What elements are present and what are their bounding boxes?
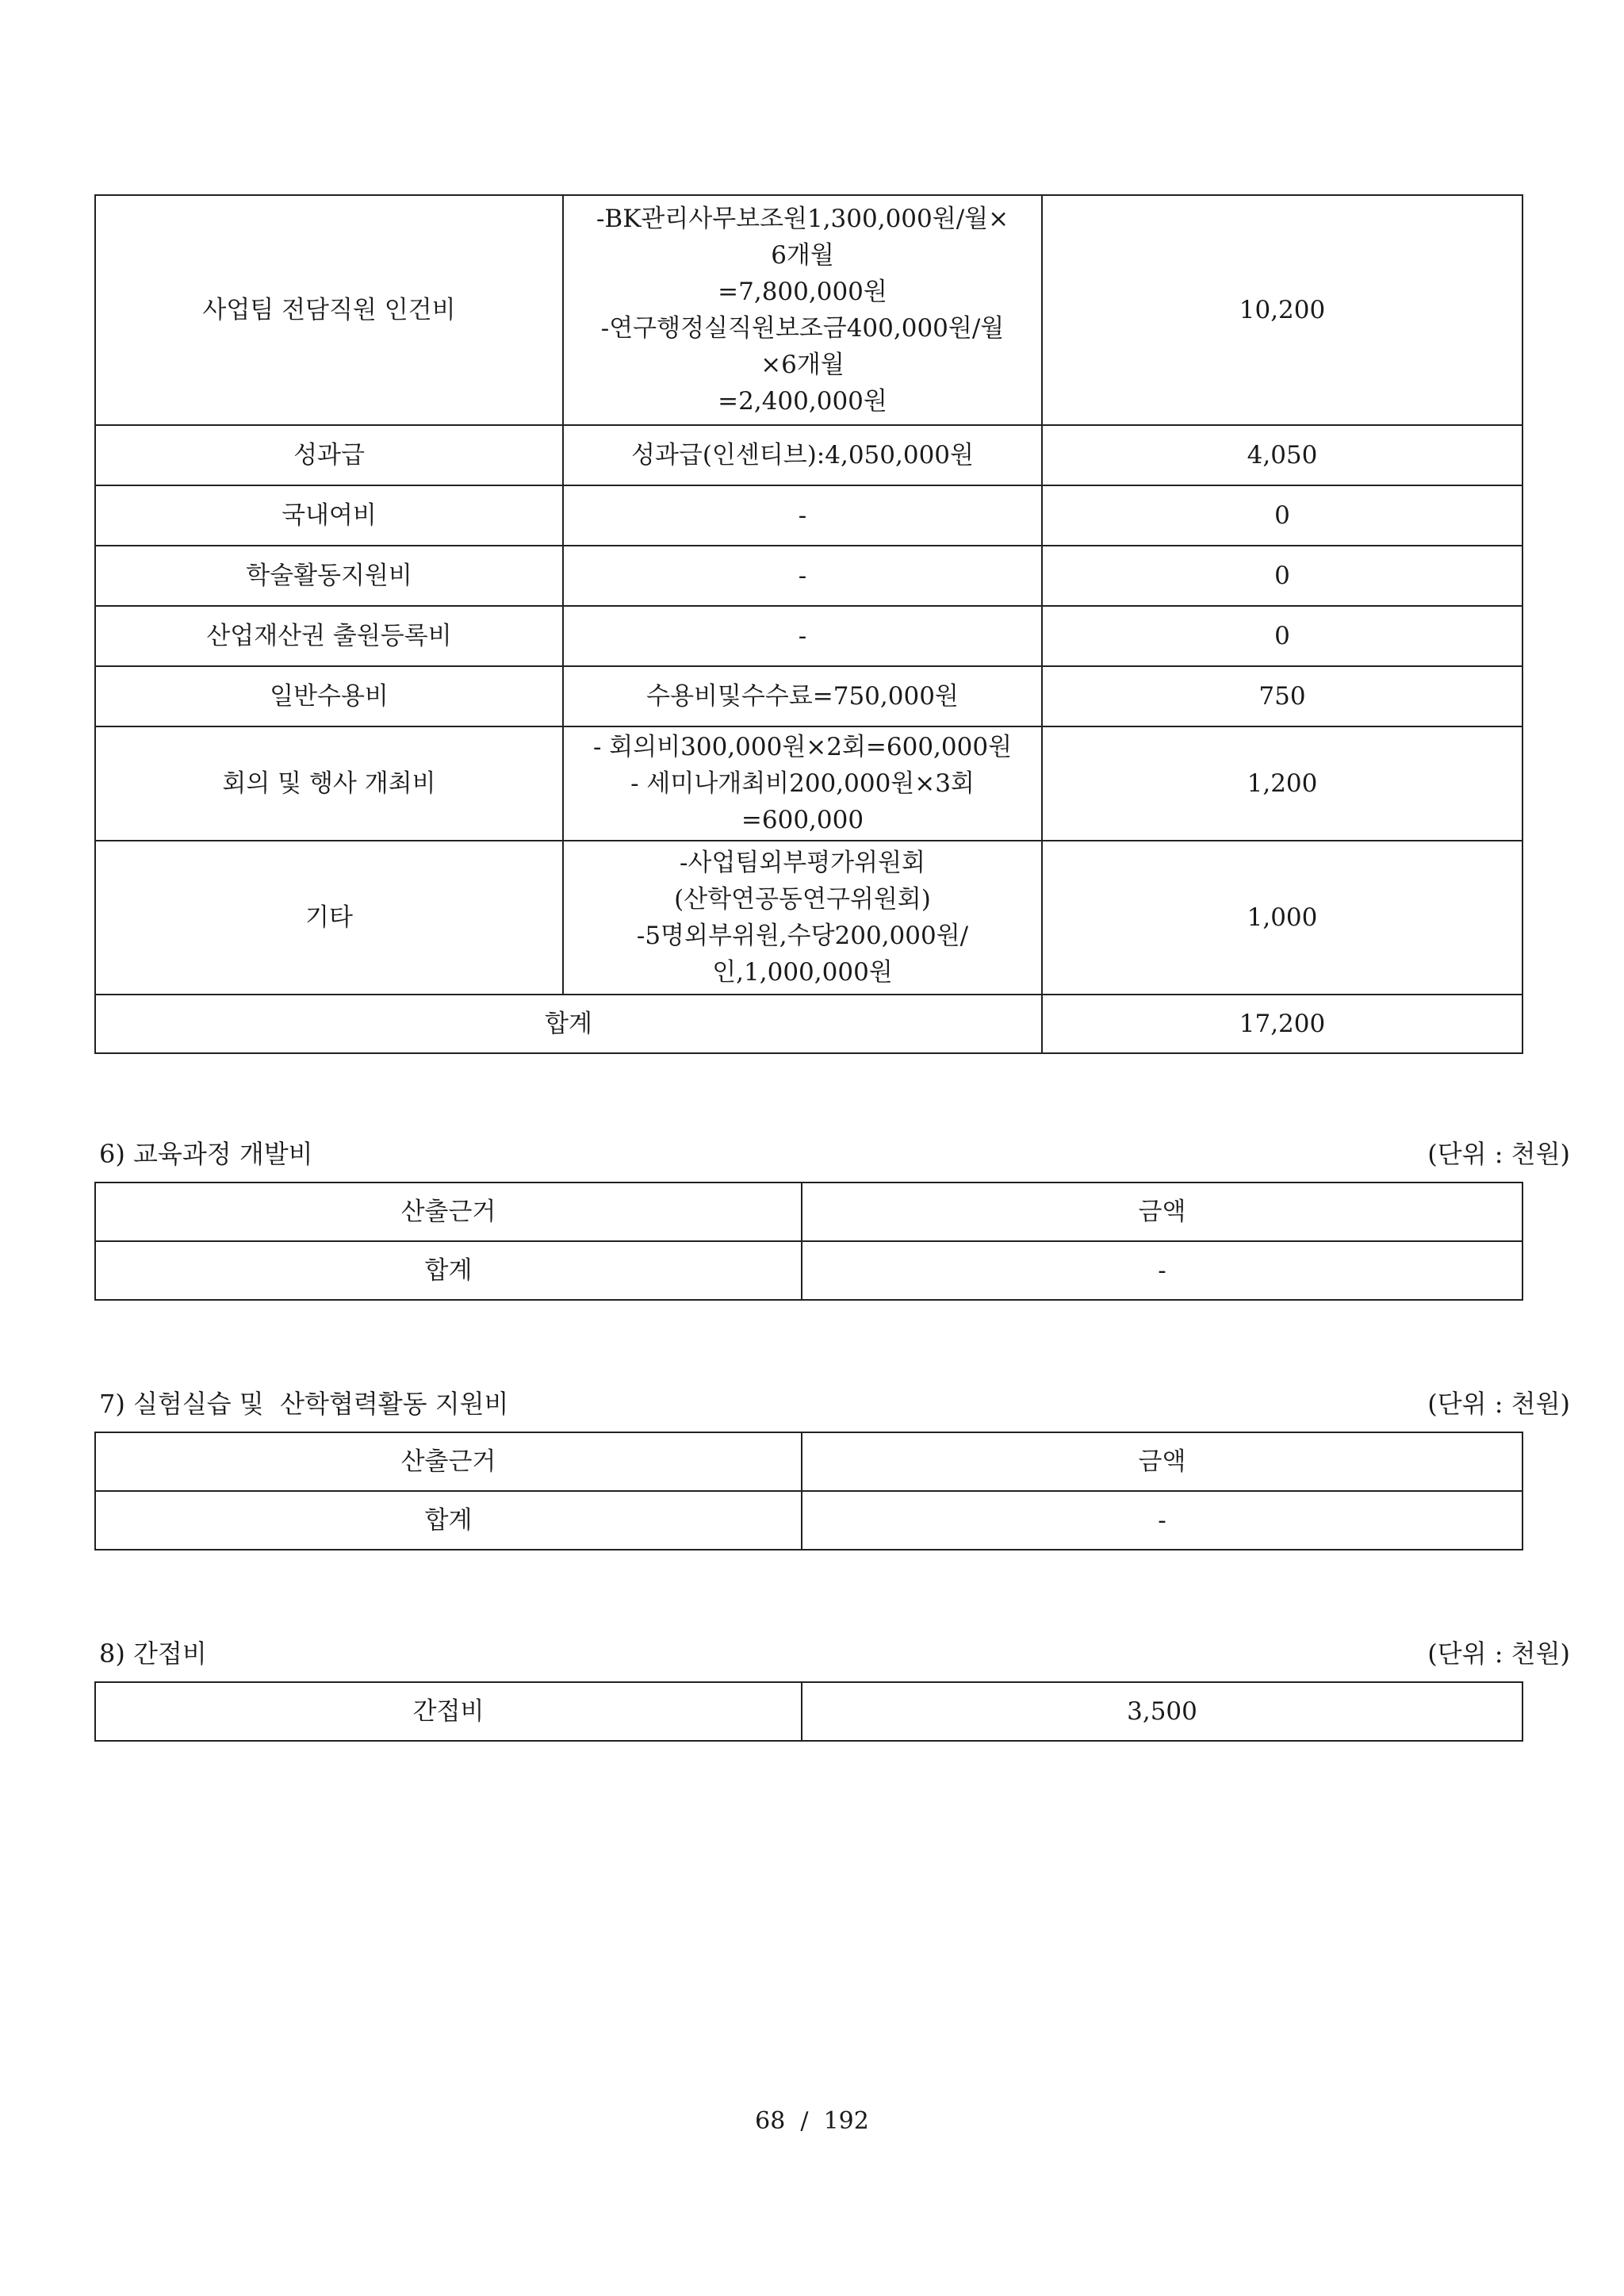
page-number: 68 / 192 [755,2107,869,2135]
amount-cell: 0 [1042,546,1522,606]
total-row [95,995,1522,1053]
amount-cell: 1,200 [1042,726,1522,841]
total-row [95,1491,1522,1550]
item-cell: 일반수용비 [95,666,563,726]
item-cell: 학술활동지원비 [95,546,563,606]
item-cell: 기타 [95,841,563,995]
total-label: 합계 [95,1241,802,1300]
section-7-unit: (단위 : 천원) [1427,1389,1570,1419]
item-cell: 산업재산권 출원등록비 [95,606,563,666]
header-row [95,1432,1522,1491]
column-header-amount: 금액 [802,1182,1522,1241]
basis-cell: - 회의비300,000원×2회=600,000원 - 세미나개최비200,000원×3회 =600,000 [563,726,1042,841]
amount-cell: 750 [1042,666,1522,726]
table-row [95,606,1522,666]
header-row [95,1182,1522,1241]
basis-cell: 성과급(인센티브):4,050,000원 [563,425,1042,485]
basis-cell: - [563,485,1042,546]
column-header-basis: 산출근거 [95,1432,802,1491]
section-8-unit: (단위 : 천원) [1427,1639,1570,1669]
amount-cell: 0 [1042,606,1522,666]
item-cell: 성과급 [95,425,563,485]
amount-cell: 0 [1042,485,1522,546]
amount-cell: 4,050 [1042,425,1522,485]
total-amount: 17,200 [1042,995,1522,1053]
basis-cell: -BK관리사무보조원1,300,000원/월× 6개월 =7,800,000원 -연구행정실직원보조금400,000원/월 ×6개월 =2,400,000원 [563,195,1042,425]
table-row [95,666,1522,726]
column-header-amount: 금액 [802,1432,1522,1491]
total-amount: - [802,1241,1522,1300]
basis-cell: 수용비및수수료=750,000원 [563,666,1042,726]
table-row [95,841,1522,995]
item-cell: 사업팀 전담직원 인건비 [95,195,563,425]
table-row [95,425,1522,485]
table-row [95,485,1522,546]
total-amount: - [802,1491,1522,1550]
total-label: 합계 [95,995,1042,1053]
table-row [95,1682,1522,1741]
amount-cell: 1,000 [1042,841,1522,995]
amount-cell: 10,200 [1042,195,1522,425]
total-label: 합계 [95,1491,802,1550]
table-row [95,195,1522,425]
section-6-unit: (단위 : 천원) [1427,1139,1570,1169]
section-8-table [94,1681,1523,1742]
section-6-table [94,1182,1523,1301]
indirect-cost-label: 간접비 [95,1682,802,1741]
table-row [95,726,1522,841]
item-cell: 회의 및 행사 개최비 [95,726,563,841]
section-8-heading: 8) 간접비 [99,1639,207,1669]
section-7-table [94,1432,1523,1550]
basis-cell: - [563,606,1042,666]
total-row [95,1241,1522,1300]
section-6-heading: 6) 교육과정 개발비 [99,1139,313,1169]
section-7-heading: 7) 실험실습 및 산학협력활동 지원비 [99,1389,509,1419]
table-row [95,546,1522,606]
item-cell: 국내여비 [95,485,563,546]
column-header-basis: 산출근거 [95,1182,802,1241]
basis-cell: - [563,546,1042,606]
basis-cell: -사업팀외부평가위원회 (산학연공동연구위원회) -5명외부위원,수당200,000원/ 인,1,000,000원 [563,841,1042,995]
indirect-cost-amount: 3,500 [802,1682,1522,1741]
budget-detail-table [94,194,1523,1054]
